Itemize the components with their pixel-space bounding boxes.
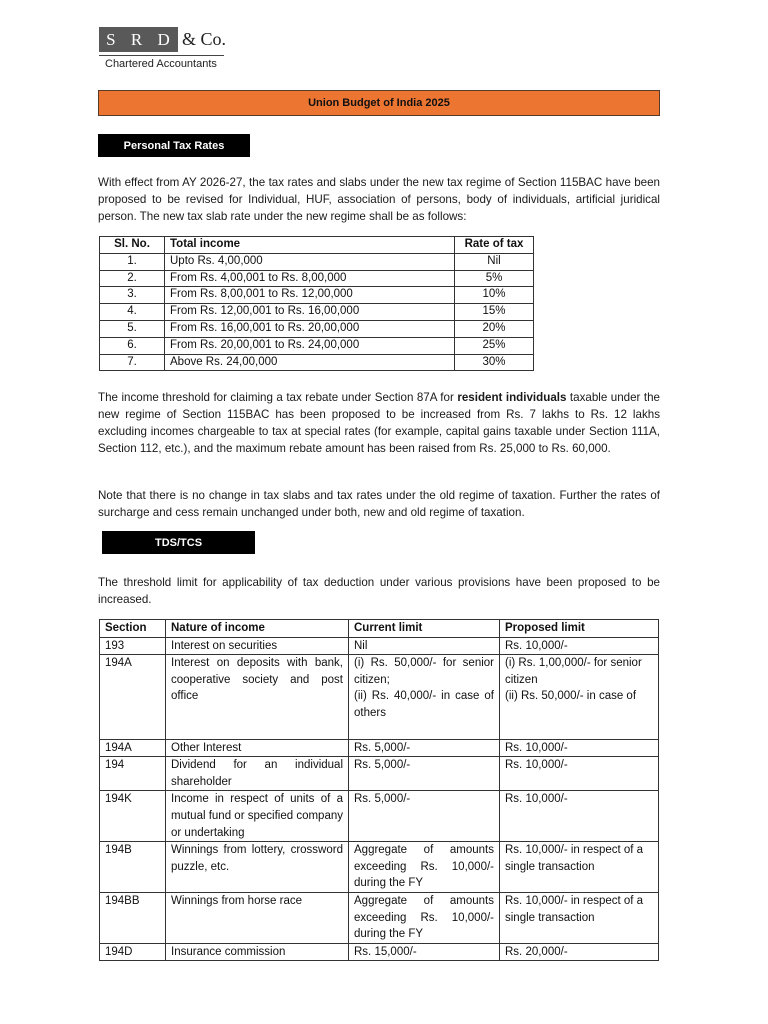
- column-header: Nature of income: [166, 620, 349, 638]
- tds-nature: Interest on deposits with bank, cooperative society and post office: [166, 655, 349, 739]
- table-row: [100, 304, 534, 321]
- rebate-text-cont: taxable under the new regime of Section 115BAC has been proposed to be increased from Rs. 7 lakhs to Rs. 12 lakhs excluding incomes chargeable to tax at special rates (for example, capital gains taxable under Section 111A, Section 112, etc.), and the maximum rebate amount has been raised from Rs. 25,000 to Rs. 60,000.: [98, 391, 660, 455]
- table-row: [100, 655, 659, 739]
- slab-income: From Rs. 12,00,001 to Rs. 16,00,000: [165, 304, 455, 321]
- logo: [99, 27, 178, 52]
- table-row: [100, 287, 534, 304]
- limit-line: Rs. 10,000/-: [505, 793, 568, 806]
- slab-income: Upto Rs. 4,00,000: [165, 253, 455, 270]
- table-header-row: [100, 620, 659, 638]
- table-row: [100, 842, 659, 893]
- limit-line: Rs. 5,000/-: [354, 741, 411, 754]
- tds-current-limit: [349, 892, 500, 943]
- tds-current-limit: [349, 943, 500, 961]
- column-header: Proposed limit: [500, 620, 659, 638]
- limit-line: Rs. 15,000/-: [354, 945, 417, 958]
- slab-income: From Rs. 16,00,001 to Rs. 20,00,000: [165, 320, 455, 337]
- tds-threshold-table: [99, 619, 659, 961]
- limit-line: Rs. 20,000/-: [505, 945, 568, 958]
- tds-proposed-limit: [500, 842, 659, 893]
- tds-nature: Interest on securities: [166, 637, 349, 655]
- limit-line: Aggregate of amounts exceeding Rs. 10,000/- during the FY: [354, 844, 494, 890]
- slab-number: 7.: [100, 354, 165, 371]
- slab-rate: Nil: [455, 253, 534, 270]
- tds-proposed-limit: [500, 943, 659, 961]
- tds-nature: Dividend for an individual shareholder: [166, 757, 349, 791]
- tds-section: 194A: [100, 655, 166, 739]
- tds-proposed-limit: [500, 757, 659, 791]
- slab-rate: 20%: [455, 320, 534, 337]
- table-row: [100, 354, 534, 371]
- logo-letter: S: [106, 29, 117, 49]
- table-row: [100, 739, 659, 757]
- column-header: Rate of tax: [455, 237, 534, 254]
- tds-proposed-limit: [500, 655, 659, 739]
- slab-income: From Rs. 8,00,001 to Rs. 12,00,000: [165, 287, 455, 304]
- tds-section: 193: [100, 637, 166, 655]
- logo-divider: [99, 55, 224, 56]
- slab-number: 6.: [100, 337, 165, 354]
- slab-rate: 5%: [455, 270, 534, 287]
- tds-current-limit: [349, 655, 500, 739]
- tds-nature: Income in respect of units of a mutual fund or specified company or undertaking: [166, 791, 349, 842]
- tds-nature: Other Interest: [166, 739, 349, 757]
- tds-proposed-limit: [500, 791, 659, 842]
- slab-number: 2.: [100, 270, 165, 287]
- table-row: [100, 320, 534, 337]
- limit-line: (i) Rs. 1,00,000/- for senior citizen: [505, 657, 642, 686]
- limit-line: Rs. 10,000/-: [505, 741, 568, 754]
- tds-section: 194D: [100, 943, 166, 961]
- tds-nature: Winnings from lottery, crossword puzzle, etc.: [166, 842, 349, 893]
- limit-line: Rs. 10,000/- in respect of a single transaction: [505, 894, 644, 924]
- limit-line: Rs. 10,000/-: [505, 759, 568, 772]
- logo-letter: R: [130, 29, 144, 49]
- slab-income: Above Rs. 24,00,000: [165, 354, 455, 371]
- slab-rate: 25%: [455, 337, 534, 354]
- slab-rate: 30%: [455, 354, 534, 371]
- tds-section: 194A: [100, 739, 166, 757]
- logo-subtitle: Chartered Accountants: [105, 58, 217, 70]
- tds-current-limit: [349, 842, 500, 893]
- table-row: [100, 270, 534, 287]
- limit-line: Rs. 5,000/-: [354, 759, 411, 772]
- table-row: [100, 253, 534, 270]
- slab-income: From Rs. 4,00,001 to Rs. 8,00,000: [165, 270, 455, 287]
- tds-section: 194K: [100, 791, 166, 842]
- limit-line: (ii) Rs. 50,000/- in case of: [505, 690, 637, 703]
- tds-section: 194: [100, 757, 166, 791]
- tax-slab-rows: [100, 253, 534, 371]
- logo-amp: & Co.: [182, 29, 227, 49]
- table-header-row: [100, 237, 534, 254]
- limit-line: Rs. 10,000/- in respect of a single transaction: [505, 844, 644, 873]
- slab-rate: 15%: [455, 304, 534, 321]
- tds-section: 194B: [100, 842, 166, 893]
- limit-line: Rs. 5,000/-: [354, 793, 411, 806]
- tds-rows: [100, 637, 659, 961]
- limit-line: (ii) Rs. 40,000/- in case of others: [354, 690, 494, 719]
- slab-number: 4.: [100, 304, 165, 321]
- tds-proposed-limit: [500, 637, 659, 655]
- column-header: Section: [100, 620, 166, 638]
- column-header: Sl. No.: [100, 237, 165, 254]
- slab-number: 5.: [100, 320, 165, 337]
- table-row: [100, 757, 659, 791]
- tds-nature: Winnings from horse race: [166, 892, 349, 943]
- limit-line: (i) Rs. 50,000/- for senior citizen;: [354, 657, 494, 686]
- table-row: [100, 892, 659, 943]
- rebate-text: The income threshold for claiming a tax rebate under Section 87A for: [98, 391, 458, 404]
- section-heading-personal-tax: Personal Tax Rates: [98, 134, 250, 157]
- tds-section: 194BB: [100, 892, 166, 943]
- tds-intro: The threshold limit for applicability of tax deduction under various provisions have been proposed to be increased.: [98, 576, 660, 606]
- page-title-banner: Union Budget of India 2025: [98, 90, 660, 116]
- column-header: Total income: [165, 237, 455, 254]
- slab-income: From Rs. 20,00,001 to Rs. 24,00,000: [165, 337, 455, 354]
- limit-line: Nil: [354, 639, 368, 652]
- tds-current-limit: [349, 757, 500, 791]
- slab-number: 1.: [100, 253, 165, 270]
- limit-line: Rs. 10,000/-: [505, 639, 568, 652]
- table-row: [100, 337, 534, 354]
- tds-current-limit: [349, 739, 500, 757]
- limit-line: Aggregate of amounts exceeding Rs. 10,000/- during the FY: [354, 894, 494, 941]
- note-paragraph: Note that there is no change in tax slabs and tax rates under the old regime of taxation. Further the rates of surcharge and cess remain unchanged under both, new and old regime of taxation.: [98, 489, 660, 519]
- tds-proposed-limit: [500, 739, 659, 757]
- tds-proposed-limit: [500, 892, 659, 943]
- tds-current-limit: [349, 791, 500, 842]
- table-row: [100, 791, 659, 842]
- slab-rate: 10%: [455, 287, 534, 304]
- column-header: Current limit: [349, 620, 500, 638]
- personal-tax-intro: With effect from AY 2026-27, the tax rates and slabs under the new tax regime of Section 115BAC have been proposed to be revised for Individual, HUF, association of persons, body of individuals, artificial juridical person. The new tax slab rate under the new regime shall be as follows:: [98, 176, 660, 223]
- rebate-paragraph: [98, 389, 660, 457]
- table-row: [100, 943, 659, 961]
- logo-letter: D: [157, 29, 171, 49]
- tds-nature: Insurance commission: [166, 943, 349, 961]
- tax-slab-table: [99, 236, 534, 371]
- section-heading-tds: TDS/TCS: [102, 531, 255, 554]
- rebate-bold-text: resident individuals: [457, 391, 567, 404]
- table-row: [100, 637, 659, 655]
- slab-number: 3.: [100, 287, 165, 304]
- tds-current-limit: [349, 637, 500, 655]
